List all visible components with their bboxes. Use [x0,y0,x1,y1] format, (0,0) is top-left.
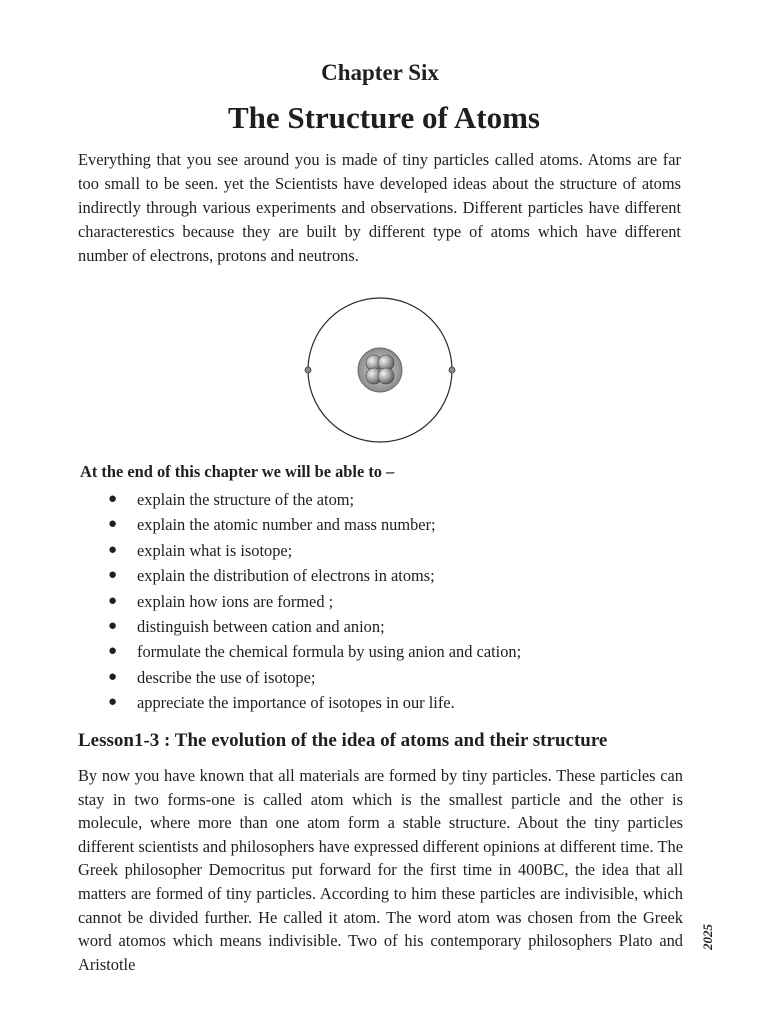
electron-left [305,367,311,373]
list-item: ● describe the use of isotope; [108,665,521,690]
list-item: ● explain how ions are formed ; [108,589,521,614]
list-item: ● distinguish between cation and anion; [108,614,521,639]
lesson-heading: Lesson1-3 : The evolution of the idea of atoms and their structure [78,730,608,751]
nucleus-halo [358,348,402,392]
list-item: ● explain the atomic number and mass number; [108,512,521,537]
intro-paragraph: Everything that you see around you is made of tiny particles called atoms. Atoms are far too small to be seen. yet the Scientists have developed ideas about the structure of atoms indirectly through various experiments and observations. Different particles have different characterestics because they are built by different type of atoms which have different number of electrons, protons and neutrons. [78,150,681,265]
list-item: ● explain the distribution of electrons in atoms; [108,563,521,588]
bullet-icon: ● [108,617,118,634]
bullet-icon: ● [108,567,118,584]
electron-right [449,367,455,373]
bullet-icon: ● [108,541,118,558]
atom-diagram [300,296,460,446]
bullet-icon: ● [108,491,118,507]
bullet-icon: ● [108,694,118,711]
lesson-paragraph: By now you have known that all materials are formed by tiny particles. These particles can stay in two forms-one is called atom which is the smallest particle and the other is molecule, where more than one atom form a stable structure. About the tiny particles different scientists and philosophers have expressed different opinions at different time. The Greek philosopher Democritus put forward for the first time in 400BC, the idea that all matters are formed of tiny particles. According to him these particles are indivisible, which cannot be divided further. He called it atom. The word atom was chosen from the Greek word atomos which means indivisible. Two of his contemporary philosophers Plato and Aristotle [78,766,683,974]
nucleon [378,368,394,384]
bullet-icon: ● [108,643,118,660]
bullet-icon: ● [108,668,118,685]
list-item: ● appreciate the importance of isotopes in our life. [108,690,521,715]
list-item: ● explain what is isotope; [108,538,521,563]
page-title: The Structure of Atoms [228,100,540,135]
list-item: ● explain the structure of the atom; [108,487,521,512]
bullet-icon: ● [108,592,118,609]
chapter-label: Chapter Six [321,60,439,85]
list-item: ● formulate the chemical formula by using anion and cation; [108,639,521,664]
bullet-icon: ● [108,516,118,533]
objectives-heading: At the end of this chapter we will be able to – [80,462,395,481]
objectives-list [108,487,521,716]
year-label: 2025 [700,924,715,950]
